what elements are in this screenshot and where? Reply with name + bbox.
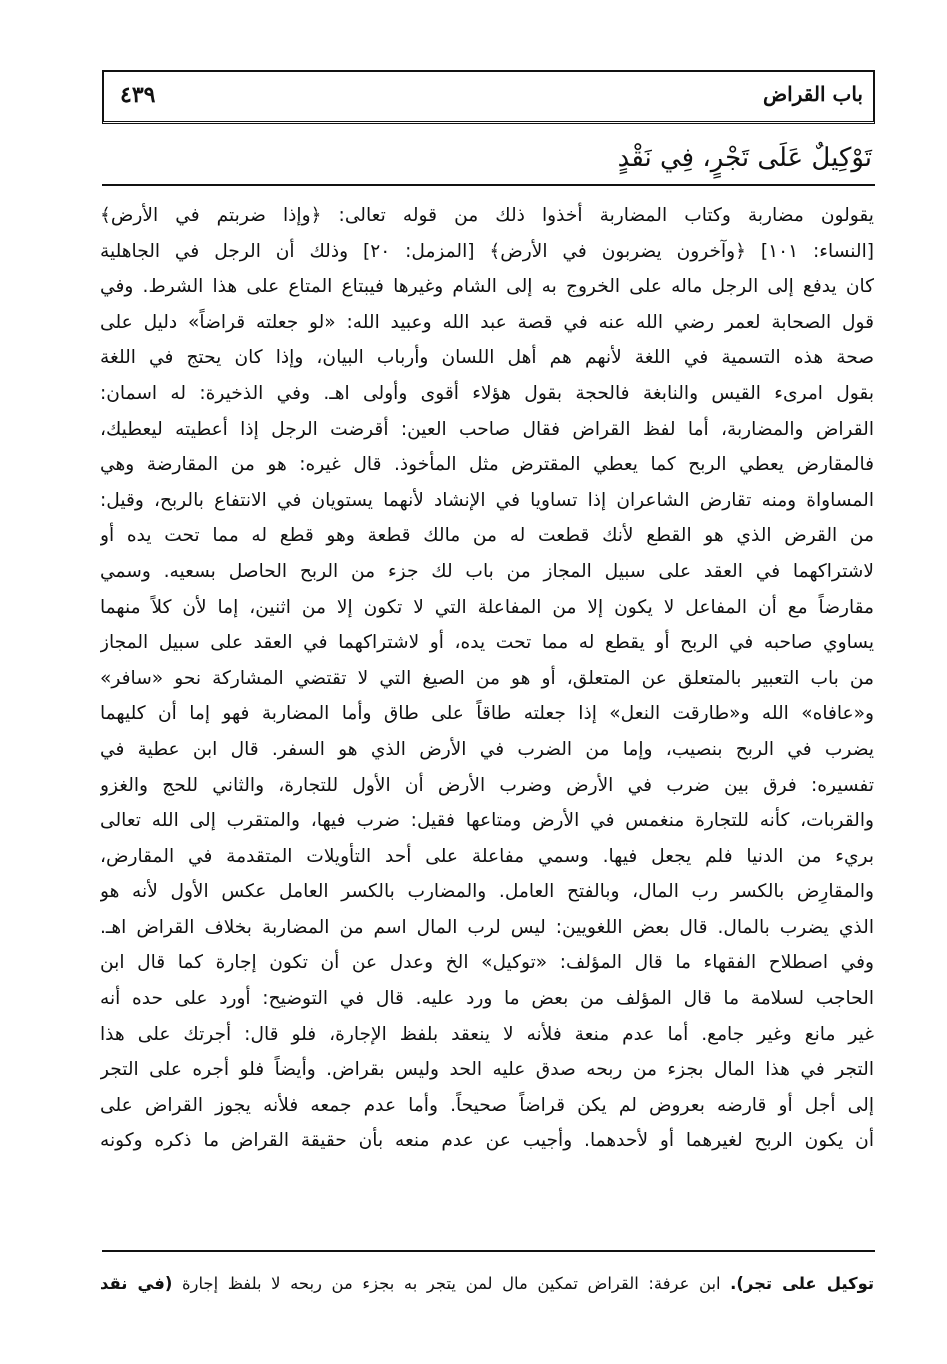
- footnote-lead: توكيل على تجر).: [730, 1274, 874, 1293]
- text-line: التجر في هذا المال بجزء من ربحه صدق عليه الحد وليس بقراض. وأيضاً فلو أجره على التجر: [100, 1059, 874, 1081]
- text-line: بريء من الدنيا فلم يجعل فيها. وسمي مفاعلة على أحد التأويلات المتقدمة في المقارض،: [100, 845, 874, 867]
- footnote: [100, 1270, 874, 1298]
- chapter-title: باب القراض: [763, 82, 863, 106]
- top-divider: [102, 184, 875, 186]
- text-line: الحاجب لسلامة ما قال المؤلف من بعض ما ورد عليه. قال في التوضيح: أورد على حده أنه: [100, 988, 874, 1010]
- text-line: يضرب في الربح بنصيب، وإما من الضرب في الأرض الذي هو السفر. قال ابن عطية في: [100, 738, 874, 760]
- text-line: أن يكون الربح لغيرهما أو لأحدهما. وأجيب عن عدم منعه بأن حقيقة القراض ما ذكره وكونه: [100, 1130, 874, 1152]
- matn-text: تَوْكِيلٌ عَلَى تَجْرٍ، فِي نَقْدٍ: [617, 143, 872, 173]
- text-line: [النساء: ١٠١] ﴿وآخرون يضربون في الأرض﴾ [المزمل: ٢٠] وذلك أن الرجل في الجاهلية: [100, 240, 874, 262]
- text-line: كان يدفع إلى الرجل ماله على الخروج به إلى الشام وغيرها فيبتاع المتاع على هذا الشرط. وفي: [100, 276, 874, 298]
- text-line: صحة هذه التسمية في اللغة لأنهم هم أهل اللسان وأرباب البيان، وإذا كان يحتج في اللغة: [100, 347, 874, 369]
- text-line: القراض والمضاربة، أما لفظ القراض فقال صاحب العين: أقرضت الرجل إذا أعطيته ليعطيك،: [100, 418, 874, 440]
- text-line: بقول امرىء القيس والنابغة فالحجة بقول هؤلاء أقوى وأولى اهـ. وفي الذخيرة: له اسمان:: [100, 382, 874, 404]
- text-line: المساواة ومنه تقارض الشاعران إذا تساويا في الإنشاد لأنهما يستويان في الانتفاع بالربح، وقيل:: [100, 489, 874, 511]
- text-line: يساوي صاحبه في الربح أو يقطع له مما تحت يده، أو لاشتراكهما في العقد على سبيل المجاز: [100, 632, 874, 654]
- text-line: تفسيره: فرق بين ضرب في الأرض وضرب الأرض أن الأول للتجارة، والثاني للحج والغزو: [100, 774, 874, 796]
- text-line: وفي اصطلاح الفقهاء ما قال المؤلف: «توكيل» الخ وعدل عن أن تكون إجارة كما قال ابن: [100, 952, 874, 974]
- page-header: [102, 70, 875, 124]
- text-line: مقارضاً مع أن المفاعل لا يكون إلا من المفاعلة التي لا تكون إلا من اثنين، إما لأن كلاً منهما: [100, 596, 874, 618]
- text-line: غير مانع وغير جامع. أما عدم منعة فلأنه لا ينعقد بلفظ الإجارة، فلو قال: أجرتك على هذا: [100, 1023, 874, 1045]
- text-line: من القرض الذي هو القطع لأنك قطعت له من مالك قطعة وهو قطع له مما تحت يده أو: [100, 525, 874, 547]
- text-line: و«عافاه» الله و«طارقت النعل» إذا جعلته طاقاً على طاق وأما المضاربة فهو إما أن كليهما: [100, 703, 874, 725]
- text-line: الذي يضرب بالمال. قال بعض اللغويين: ليس لرب المال اسم من المضاربة بخلاف القراض اهـ.: [100, 916, 874, 938]
- footnote-divider: [102, 1250, 875, 1252]
- text-line: قول الصحابة لعمر رضي الله عنه في قصة عبد الله وعبيد الله: «لو جعلته قراضاً» دليل على: [100, 311, 874, 333]
- text-line: والقربات، كأنه للتجارة منغمس في الأرض ومتاعها فقيل: ضرب فيها، والمتقرب إلى الله تعالى: [100, 810, 874, 832]
- text-line: لاشتراكهما في العقد على سبيل المجاز من باب لك جزء من الربح الحاصل بسعيه. وسمي: [100, 560, 874, 582]
- footnote-tail: (في نقد: [100, 1274, 173, 1293]
- text-line: فالمقارض يعطي الربح كما يعطي المقترض مثل المأخوذ. قال غيره: هو من المقارضة وهي: [100, 454, 874, 476]
- commentary-text: [100, 198, 874, 1248]
- footnote-text: ابن عرفة: القراض تمكين مال لمن يتجر به بجزء من ربحه لا بلفظ إجارة: [181, 1274, 721, 1293]
- text-line: من باب التعبير بالمتعلق عن المتعلق، أو هو من الصيغ التي لا تقتضي المشاركة نحو «سافر»: [100, 667, 874, 689]
- text-line: إلى أجل أو قارضه بعروض لم يكن قراضاً صحيحاً. وأما عدم جمعه فلأنه يجوز القراض على: [100, 1094, 874, 1116]
- text-line: يقولون مضاربة وكتاب المضاربة أخذوا ذلك من قوله تعالى: ﴿وإذا ضربتم في الأرض﴾: [100, 205, 874, 226]
- page-number: ٤٣٩: [120, 82, 156, 108]
- text-line: والمقارِض بالكسر رب المال، وبالفتح العامل. والمضارب بالكسر العامل عكس الأول لأنه هو: [100, 881, 874, 903]
